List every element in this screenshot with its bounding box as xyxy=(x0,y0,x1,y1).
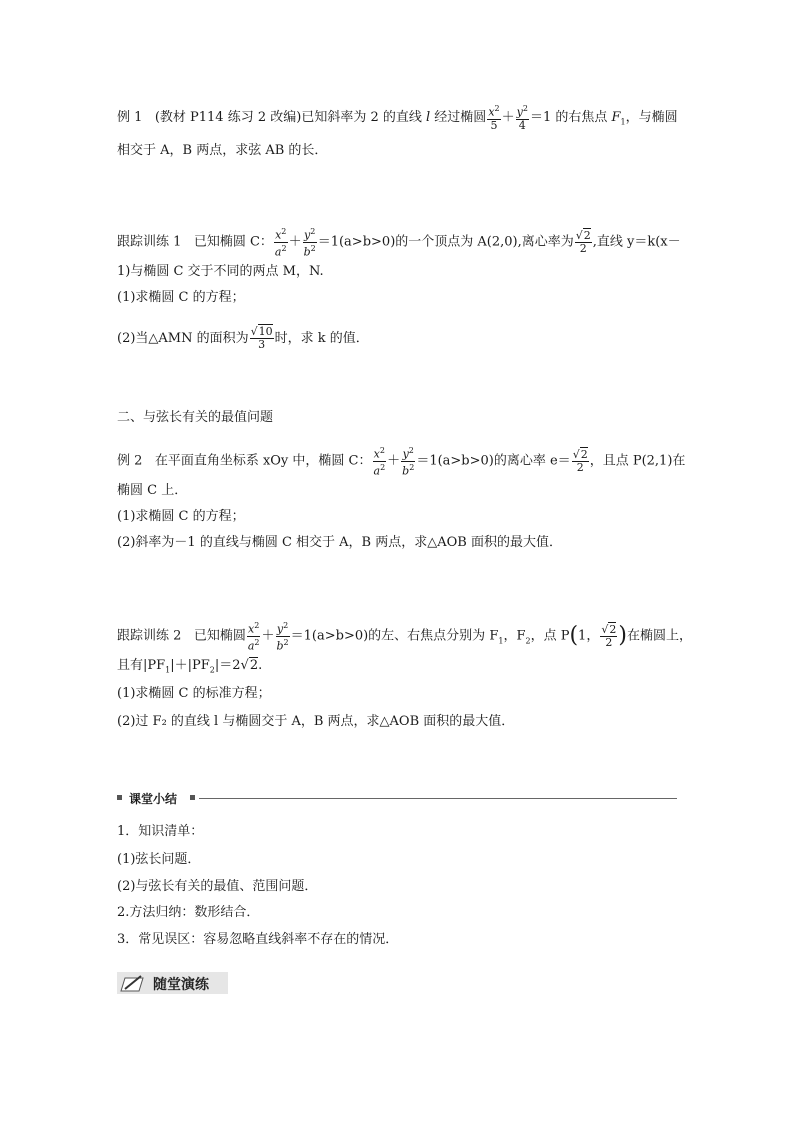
track1-label: 跟踪训练 1 xyxy=(117,234,182,250)
summary-heading-bar xyxy=(117,790,677,806)
frac-y2-b2: $\frac{y^2}{b^2}$ xyxy=(303,227,316,259)
example1-text-b: 经过椭圆 xyxy=(430,109,487,125)
example1-line2: 相交于 A，B 两点，求弦 AB 的长． xyxy=(117,143,328,158)
frac-x2-5: $\frac{x^2}{5}$ xyxy=(488,104,500,132)
track1-q2-text-b: 时，求 k 的值． xyxy=(274,331,369,346)
track2-text-d: 在椭圆上， xyxy=(626,628,692,644)
track2-q2: (2)过 F₂ 的直线 l 与椭圆交于 A，B 两点，求△AOB 面积的最大值． xyxy=(117,714,515,729)
example1-label: 例 1 xyxy=(117,109,143,125)
frac-sqrt2-2: $\frac{√2}{2}$ xyxy=(575,228,591,255)
summary-item-5: 3．常见误区：容易忽略直线斜率不存在的情况． xyxy=(117,932,399,947)
track1-text-a: 已知椭圆 C： xyxy=(193,234,273,250)
frac-sqrt2-2-b: $\frac{√2}{2}$ xyxy=(572,447,588,474)
frac-x2-a2: $\frac{x^2}{a^2}$ xyxy=(274,227,287,259)
example2-q1: (1)求椭圆 C 的方程； xyxy=(117,509,245,524)
example2-text-c: ，且点 P(2,1)在 xyxy=(589,453,686,469)
example2-text-a: 在平面直角坐标系 xOy 中，椭圆 C： xyxy=(154,453,372,469)
track1-line2: 1)与椭圆 C 交于不同的两点 M，N. xyxy=(117,264,324,279)
summary-item-2: (1)弦长问题． xyxy=(117,852,201,867)
frac-y2-b2-b: $\frac{y^2}{b^2}$ xyxy=(402,446,415,478)
summary-item-4: 2.方法归纳：数形结合． xyxy=(117,905,260,920)
example1-text: 已知斜率为 2 的直线 xyxy=(301,109,426,125)
track2-q1: (1)求椭圆 C 的标准方程； xyxy=(117,686,271,701)
section2-heading: 二、与弦长有关的最值问题 xyxy=(117,410,274,425)
divider xyxy=(199,798,677,799)
track2-line1: 跟踪训练 2 已知椭圆 $\frac{x^2}{a^2}$ ＋ $\frac{y^2}{b^2}$ ＝1(a>b>0)的左、右焦点分别为 $F_1$，$F_2$，点 P(1， $\frac{√2}{2}$ )在椭圆上， xyxy=(117,621,692,653)
frac-x2-a2-c: $\frac{x^2}{a^2}$ xyxy=(247,621,260,653)
frac-x2-a2-b: $\frac{x^2}{a^2}$ xyxy=(373,446,386,478)
example2-text-b: ＝1(a>b>0)的离心率 e＝ xyxy=(416,453,571,469)
example1-text-d: ，与椭圆 xyxy=(625,109,678,125)
frac-y2-b2-c: $\frac{y^2}{b^2}$ xyxy=(276,621,289,653)
track2-text-b: ＝1(a>b>0)的左、右焦点分别为 F xyxy=(290,628,499,644)
track2-text-a: 已知椭圆 xyxy=(193,628,246,644)
example1-text-c: ＝1 的右焦点 xyxy=(529,109,612,125)
track2-label: 跟踪训练 2 xyxy=(117,628,182,644)
example2-label: 例 2 xyxy=(117,453,143,469)
example1-line1: 例 1 (教材 P114 练习 2 改编)已知斜率为 2 的直线 l 经过椭圆 $\frac{x^2}{5}$ ＋ $\frac{y^2}{4}$ ＝1 的右焦点 $F_1$，与椭圆 xyxy=(117,104,678,132)
pen-icon xyxy=(119,974,147,992)
section-banner xyxy=(117,972,228,994)
track1-q1: (1)求椭圆 C 的方程； xyxy=(117,290,245,305)
track2-line2: 且有$|PF_1|+|PF_2|=2√2$. xyxy=(117,658,263,675)
track1-text-b: ＝1(a>b>0)的一个顶点为 A(2,0),离心率为 xyxy=(317,234,574,250)
summary-item-1: 1．知识清单： xyxy=(117,824,204,839)
frac-y2-4: $\frac{y^2}{4}$ xyxy=(516,104,528,132)
frac-sqrt10-3: $\frac{√10}{3}$ xyxy=(250,325,273,351)
example1-source: (教材 P114 练习 2 改编) xyxy=(154,109,302,125)
frac-sqrt2-2-c: $\frac{√2}{2}$ xyxy=(601,622,617,649)
square-bullet-icon xyxy=(117,795,122,800)
example2-line1: 例 2 在平面直角坐标系 xOy 中，椭圆 C： $\frac{x^2}{a^2}$ ＋ $\frac{y^2}{b^2}$ ＝1(a>b>0)的离心率 e＝ $\frac{√2}{2}$ ，且点 P(2,1)在 xyxy=(117,446,686,478)
track1-text-c: ,直线 y＝k(x－ xyxy=(592,234,681,250)
example2-line2: 椭圆 C 上． xyxy=(117,483,188,498)
var-l: l xyxy=(426,109,431,125)
summary-heading: 课堂小结 xyxy=(129,792,178,806)
focus-f1: F xyxy=(611,109,621,125)
track2-text-c: ，点 P xyxy=(530,628,570,644)
summary-item-3: (2)与弦长有关的最值、范围问题． xyxy=(117,879,318,894)
track1-q2-text-a: (2)当△AMN 的面积为 xyxy=(117,331,249,346)
example2-q2: (2)斜率为－1 的直线与椭圆 C 相交于 A，B 两点，求△AOB 面积的最大值． xyxy=(117,535,562,550)
track1-line1: 跟踪训练 1 已知椭圆 C： $\frac{x^2}{a^2}$ ＋ $\frac{y^2}{b^2}$ ＝1(a>b>0)的一个顶点为 A(2,0),离心率为 $\frac{√2}{2}$ ,直线 y＝k(x－ xyxy=(117,227,681,259)
banner-label: 随堂演练 xyxy=(153,977,209,993)
square-bullet-icon xyxy=(190,795,195,800)
track1-q2 xyxy=(117,326,369,351)
